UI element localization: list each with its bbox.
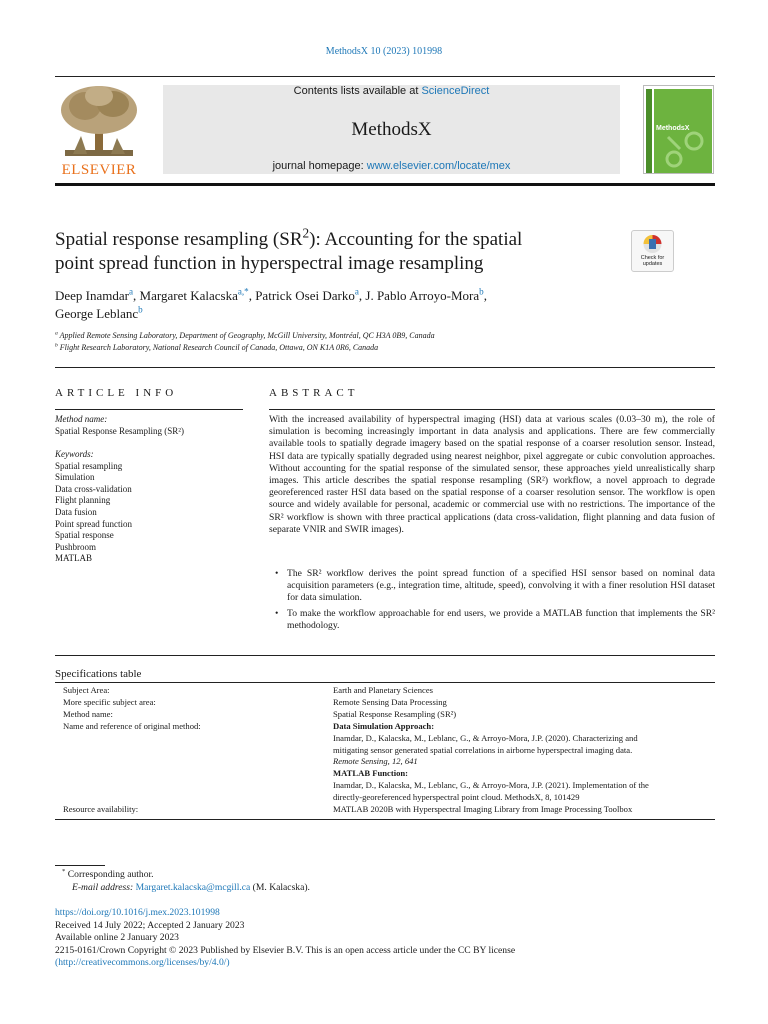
table-row: More specific subject area: Remote Sensing Data Processing <box>63 696 447 707</box>
keywords-block: Keywords: Spatial resampling Simulation Data cross-validation Flight planning Data fusion Point spread function Spatial response Pushbroom MATLAB <box>55 449 243 565</box>
elsevier-tree-logo <box>55 84 143 160</box>
keyword: Spatial response <box>55 530 114 541</box>
specs-title: Specifications table <box>55 668 142 680</box>
keyword: Point spread function <box>55 518 132 529</box>
author[interactable]: Patrick Osei Darko$^a$ <box>255 286 359 303</box>
sciencedirect-link[interactable]: ScienceDirect <box>421 85 490 97</box>
spec-header-rule <box>55 682 715 683</box>
keyword: Flight planning <box>55 495 111 506</box>
abstract-text: With the increased availability of hyperspectral imaging (HSI) data at various scales (0.03–30 m), the role of simulation is becoming increasingly important in data analysis and applications. There are few commercially available tools to spatially degrade imagery based on the spatial response of a coarser resolution sensor. Instead, HSI data are typically spatially degraded using nearest neighbor, pixel aggregate or cubic convolution approaches. Without accounting for the spatial response of the simulated sensor, these approaches yield unrealistically sharp images. This article describes the spatial response resampling (SR²) workflow, a novel approach to degrade georeferenced raster HSI data based on the spatial response of a coarser resolution sensor. The workflow is open source and widely available for personal, academic or commercial use with no restrictions. The importance of the SR² workflow is shown with three practical applications (data cross-validation, flight planning and data fusion of separate VNIR and SWIR images). <box>269 414 715 535</box>
keyword: Pushbroom <box>55 541 97 552</box>
license-link[interactable]: (http://creativecommons.org/licenses/by/4.0/) <box>55 957 230 969</box>
journal-cover[interactable] <box>643 85 714 174</box>
article-info-rule <box>55 409 243 410</box>
highlights-list <box>269 568 715 635</box>
author[interactable]: Deep Inamdar$^a$ <box>55 286 134 303</box>
contents-line: Contents lists available at ScienceDirect <box>293 85 490 97</box>
abstract-heading: ABSTRACT <box>269 387 359 399</box>
spec-bottom-rule <box>55 819 715 820</box>
cover-title: MethodsX <box>656 125 690 132</box>
affiliation: $^b$ Flight Research Laboratory, National Research Council of Canada, Ottawa, ON K1A 0R6, Canada <box>55 342 379 352</box>
spec-top-rule <box>55 655 715 656</box>
author[interactable]: Margaret Kalacska$^{a,*}$ <box>139 286 249 303</box>
check-for-updates-button[interactable]: Check for updates <box>631 230 674 272</box>
elsevier-wordmark: ELSEVIER <box>61 162 137 178</box>
footnote-rule <box>55 865 105 866</box>
highlight-item: • The SR² workflow derives the point spread function of a specified HSI sensor based on nominal data acquisition parameters (e.g., integration time, altitude, speed), convolving it with a finer resolution HSI dataset for data simulation. <box>269 568 715 605</box>
author[interactable]: George Leblanc$^b$ <box>55 304 143 321</box>
author-list: Deep Inamdar$^a$, Margaret Kalacska$^{a,*}$, Patrick Osei Darko$^a$, J. Pablo Arroyo-Mora$^b$, George Leblanc$^b$ <box>55 286 487 321</box>
journal-reference[interactable]: MethodsX 10 (2023) 101998 <box>325 46 443 57</box>
highlight-item: • To make the workflow approachable for end users, we provide a MATLAB function that implements the SR² methodology. <box>269 608 715 632</box>
article-info-heading: ARTICLE INFO <box>55 387 178 399</box>
header-rule <box>55 76 715 77</box>
keyword: Spatial resampling <box>55 460 123 471</box>
keyword: Data fusion <box>55 506 97 517</box>
section-rule <box>55 367 715 368</box>
article-title: Spatial response resampling $(SR^2)$: Accounting for the spatial point spread function in hyperspectral image resampling <box>55 225 523 274</box>
abstract-rule <box>269 409 715 410</box>
author[interactable]: J. Pablo Arroyo-Mora$^b$ <box>365 286 484 303</box>
table-row: Name and reference of original method: Data Simulation Approach: Inamdar, D., Kalacska, M., Leblanc, G., & Arroyo-Mora, J.P. (2020). Characterizing and mitigating sensor generated spatial correlations in airborne hyperspectral imaging data. Remote Sensing, 12, 641 MATLAB Function: Inamdar, D., Kalacska, M., Leblanc, G., & Arroyo-Mora, J.P. (2021). Implementation of the directly-georeferenced hyperspectral point cloud. MethodsX, 8, 101429 <box>63 720 649 803</box>
doi-link[interactable]: https://doi.org/10.1016/j.mex.2023.101998 <box>55 907 220 918</box>
keyword: MATLAB <box>55 553 93 564</box>
masthead-rule <box>55 183 715 186</box>
keyword: Simulation <box>55 472 95 483</box>
article-footer <box>55 907 715 970</box>
footnote: * Corresponding author. E-mail address: Margaret.kalacska@mcgill.ca (M. Kalacska). <box>62 867 310 893</box>
homepage-link[interactable]: www.elsevier.com/locate/mex <box>366 160 511 172</box>
available-date: Available online 2 January 2023 <box>55 932 179 944</box>
keyword: Data cross-validation <box>55 483 132 494</box>
affiliation: $^a$ Applied Remote Sensing Laboratory, Department of Geography, McGill University, Montréal, QC H3A 0B9, Canada <box>55 330 435 340</box>
email-link[interactable]: Margaret.kalacska@mcgill.ca <box>135 881 251 893</box>
table-row: Subject Area: Earth and Planetary Sciences <box>63 685 433 695</box>
table-row: Resource availability: MATLAB 2020B with Hyperspectral Imaging Library from Image Processing Toolbox <box>63 804 633 815</box>
method-name-block: Method name: Spatial Response Resampling (SR²) <box>55 414 184 436</box>
received-dates: Received 14 July 2022; Accepted 2 January 2023 <box>55 919 245 931</box>
table-row: Method name: Spatial Response Resampling (SR²) <box>63 708 457 719</box>
journal-title: MethodsX <box>351 119 432 140</box>
copyright: 2215-0161/Crown Copyright © 2023 Published by Elsevier B.V. This is an open access article under the CC BY license <box>55 944 516 956</box>
homepage-line: journal homepage: www.elsevier.com/locate/mex <box>272 160 511 172</box>
crossmark-icon <box>632 232 673 256</box>
specifications-table <box>63 685 703 816</box>
